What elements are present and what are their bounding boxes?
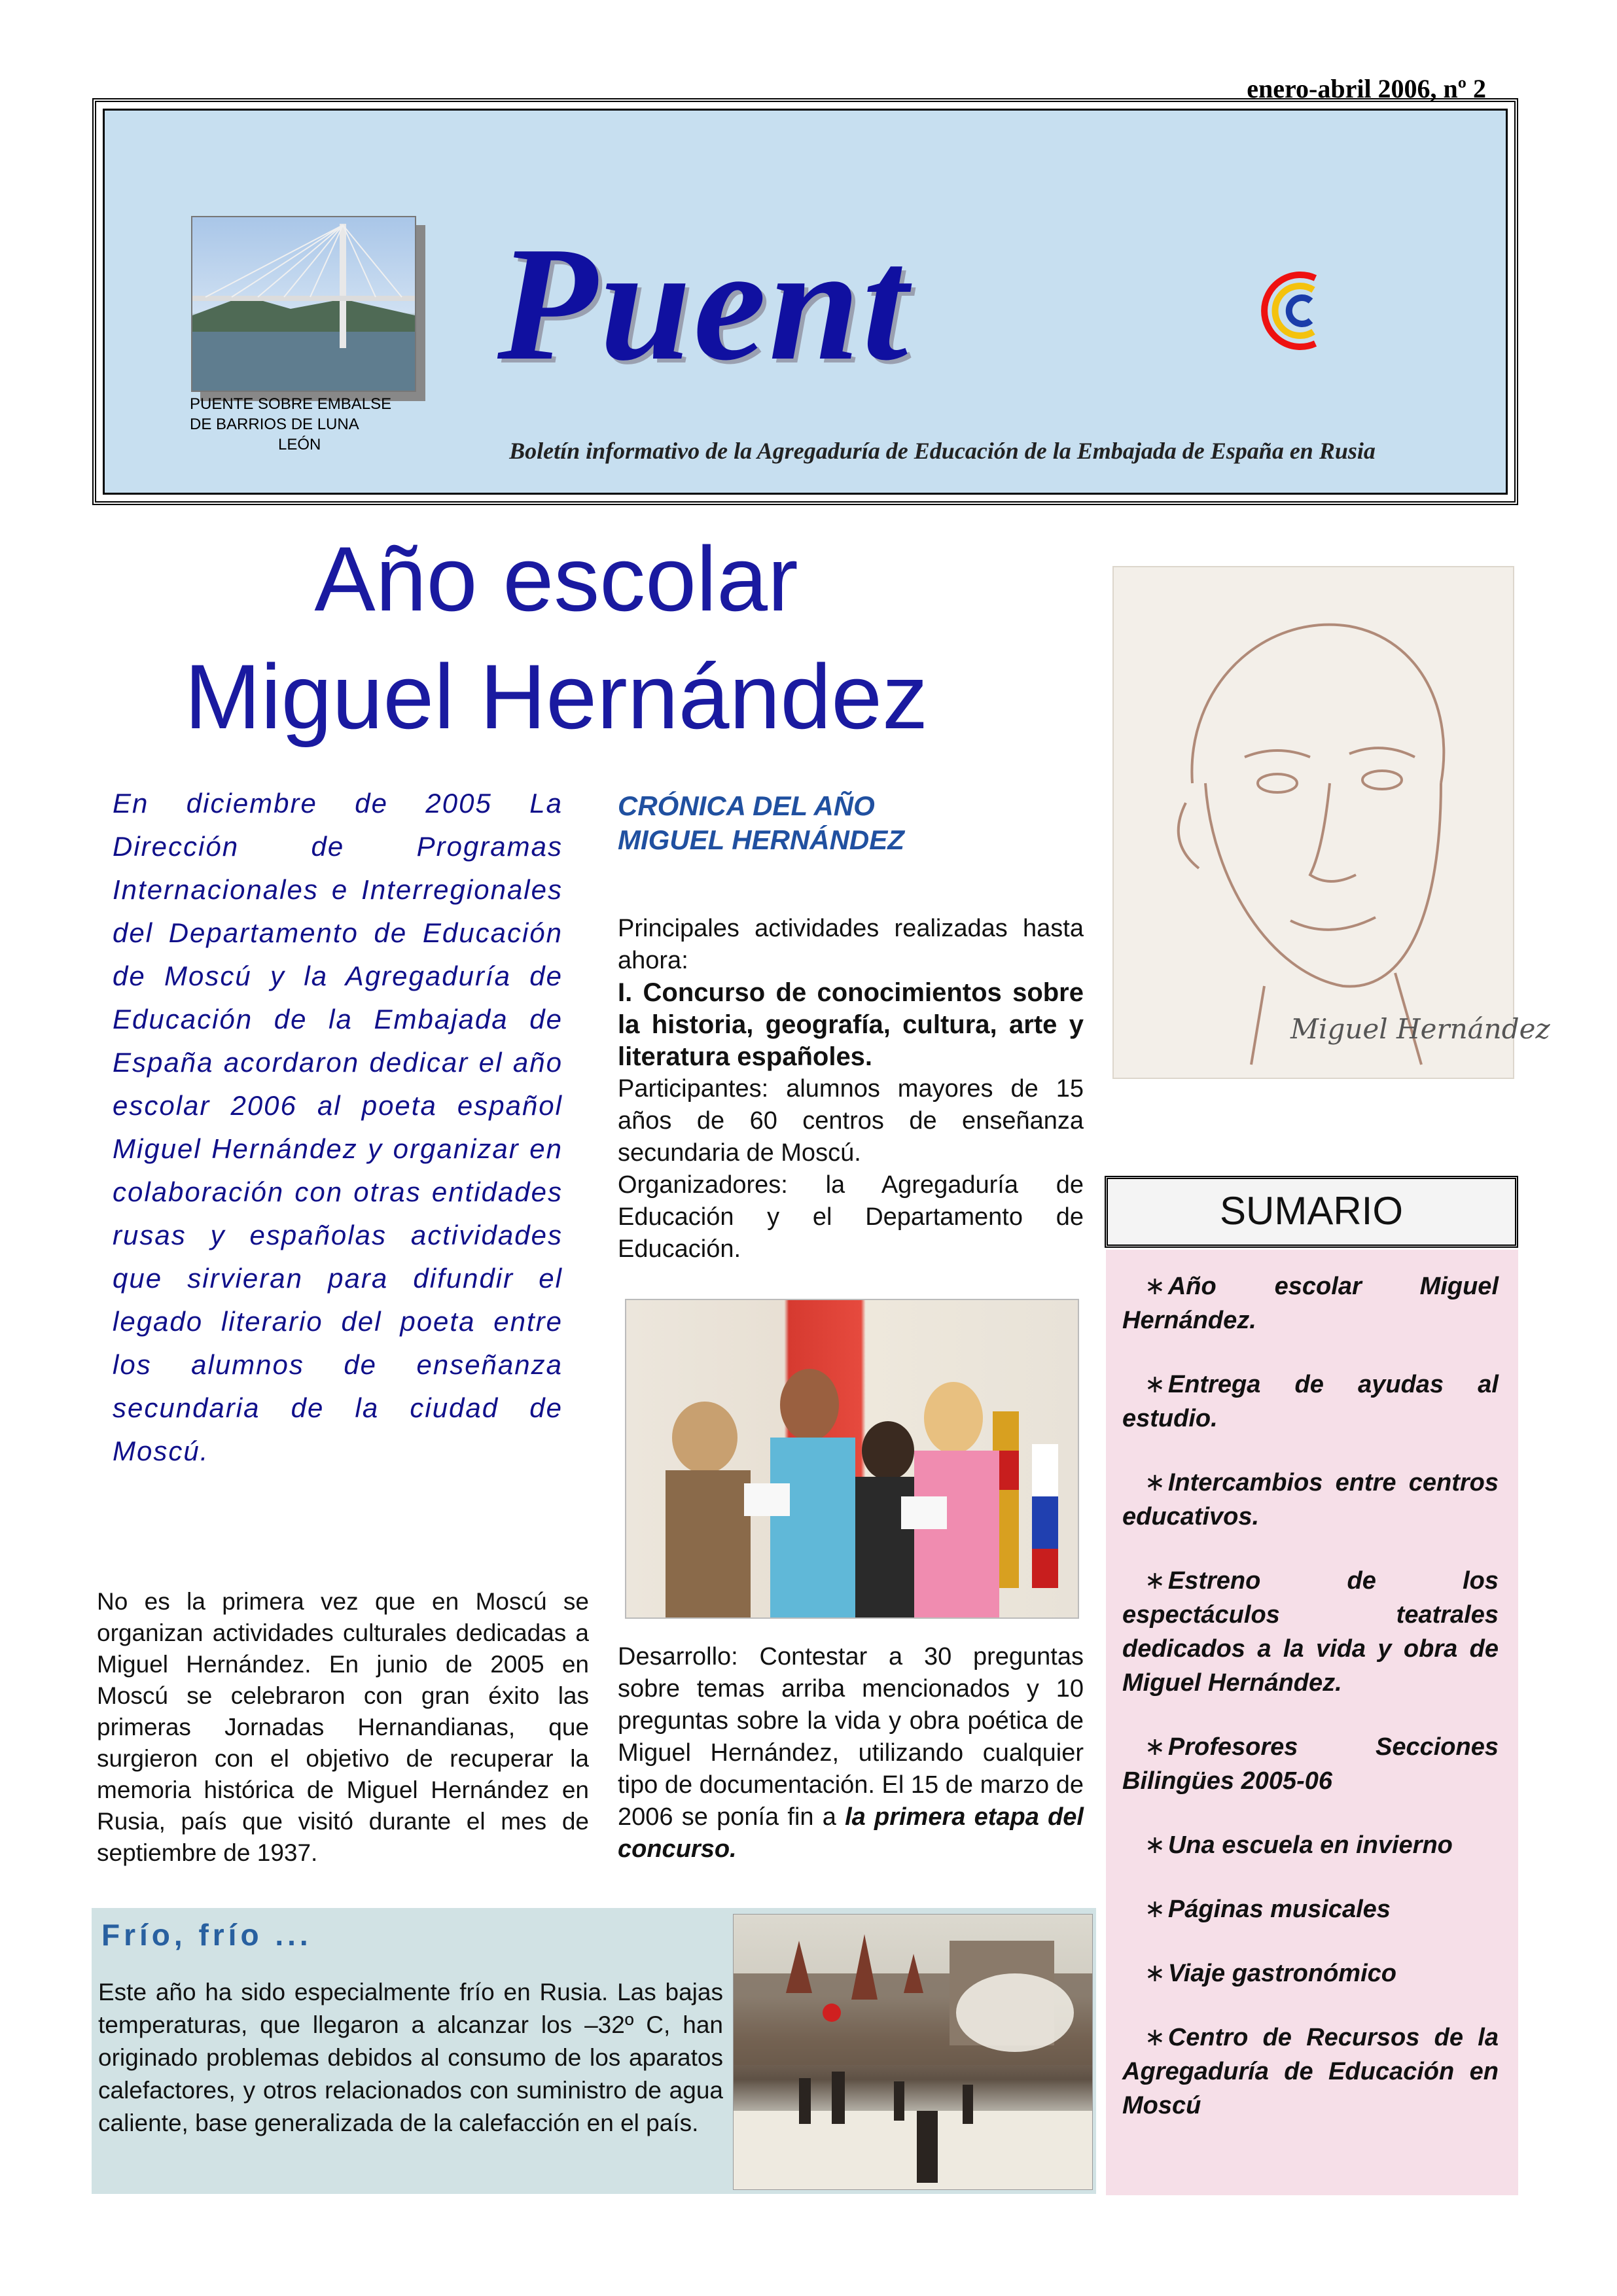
bridge-photo xyxy=(191,216,416,392)
frio-text: Este año ha sido especialmente frío en Rusia. Las bajas temperaturas, que llegaron a alcanzar los –32º C, han originado problemas debidos al consumo de los aparatos calefactores, y otros relacionados con suministro de agua caliente, base generalizada de la calefacción en el país. xyxy=(98,1979,723,2136)
sumario-item: ∗ Viaje gastronómico xyxy=(1122,1956,1499,1990)
portrait-signature: Miguel Hernández xyxy=(1290,1013,1550,1045)
moscow-street-photo xyxy=(733,1914,1093,2190)
frio-heading: Frío, frío ... xyxy=(101,1918,312,1952)
portrait-sketch xyxy=(1112,566,1550,1079)
history-paragraph: No es la primera vez que en Moscú se organizan actividades culturales dedicadas a Miguel Hernández. En junio de 2005 en Moscú se celebraron con gran éxito las primeras Jornadas Hernandianas, que surgieron con el objetivo de recuperar la memoria histórica de Miguel Hernández en Rusia, país que visitó durante el mes de septiembre de 1937. xyxy=(97,1588,589,1866)
masthead-subtitle: Boletín informativo de la Agregaduría de Educación de la Embajada de España en Rusia xyxy=(509,438,1376,464)
sumario-item: ∗ Profesores Secciones Bilingües 2005-06 xyxy=(1122,1730,1499,1798)
sumario-item: ∗ Entrega de ayudas al estudio. xyxy=(1122,1368,1499,1436)
desarrollo-paragraph: Desarrollo: Contestar a 30 preguntas sobre temas arriba mencionados y 10 preguntas sobre la vida y obra poética de Miguel Hernández, utilizando cualquier tipo de documentación. El 15 de marzo de 2006 se ponía fin a la primera etapa del concurso. xyxy=(618,1643,1084,1863)
sumario-item: ∗ Una escuela en invierno xyxy=(1122,1828,1499,1862)
sumario-item: ∗ Año escolar Miguel Hernández. xyxy=(1122,1269,1499,1337)
sumario-item: ∗ Páginas musicales xyxy=(1122,1892,1499,1926)
sumario-title: SUMARIO xyxy=(1105,1176,1518,1248)
sumario-item: ∗ Centro de Recursos de la Agregaduría de Educación en Moscú xyxy=(1122,2021,1499,2123)
cronica-body: Principales actividades realizadas hasta ahora: I. Concurso de conocimientos sobre la historia, geografía, cultura, arte y literatura españoles. Participantes: alumnos mayores de 15 años de 60 centros de enseñanza secundaria de Moscú. Organizadores: la Agregaduría de Educación y el Departamento de Educación. xyxy=(618,915,1084,1263)
sumario-item: ∗ Estreno de los espectáculos teatrales dedicados a la vida y obra de Miguel Hernández. xyxy=(1122,1564,1499,1700)
intro-paragraph: En diciembre de 2005 La Dirección de Programas Internacionales e Interregionales del Departamento de Educación de Moscú y la Agregaduría de Educación de la Embajada de España acordaron dedicar el año escolar 2006 al poeta español Miguel Hernández y organizar en colaboración con otras entidades rusas y españolas actividades que sirvieran para difundir el legado literario del poeta entre los alumnos de enseñanza secundaria de la ciudad de Moscú. xyxy=(113,788,563,1466)
students-photo xyxy=(625,1299,1079,1619)
masthead-title: Puent xyxy=(497,213,911,395)
cronica-contest-title: I. Concurso de conocimientos sobre la historia, geografía, cultura, arte y literatura españoles. xyxy=(618,978,1084,1071)
issue-date: enero-abril 2006, nº 2 xyxy=(1247,74,1486,103)
cronica-heading: CRÓNICA DEL AÑO MIGUEL HERNÁNDEZ xyxy=(618,790,904,855)
page-title: Año escolar Miguel Hernández xyxy=(184,527,929,748)
sumario-list xyxy=(1122,1269,1499,2153)
sumario-item: ∗ Intercambios entre centros educativos. xyxy=(1122,1466,1499,1534)
bridge-photo-caption: PUENTE SOBRE EMBALSE DE BARRIOS DE LUNA LEÓN xyxy=(190,395,392,453)
puente-logo-icon xyxy=(1253,265,1332,357)
